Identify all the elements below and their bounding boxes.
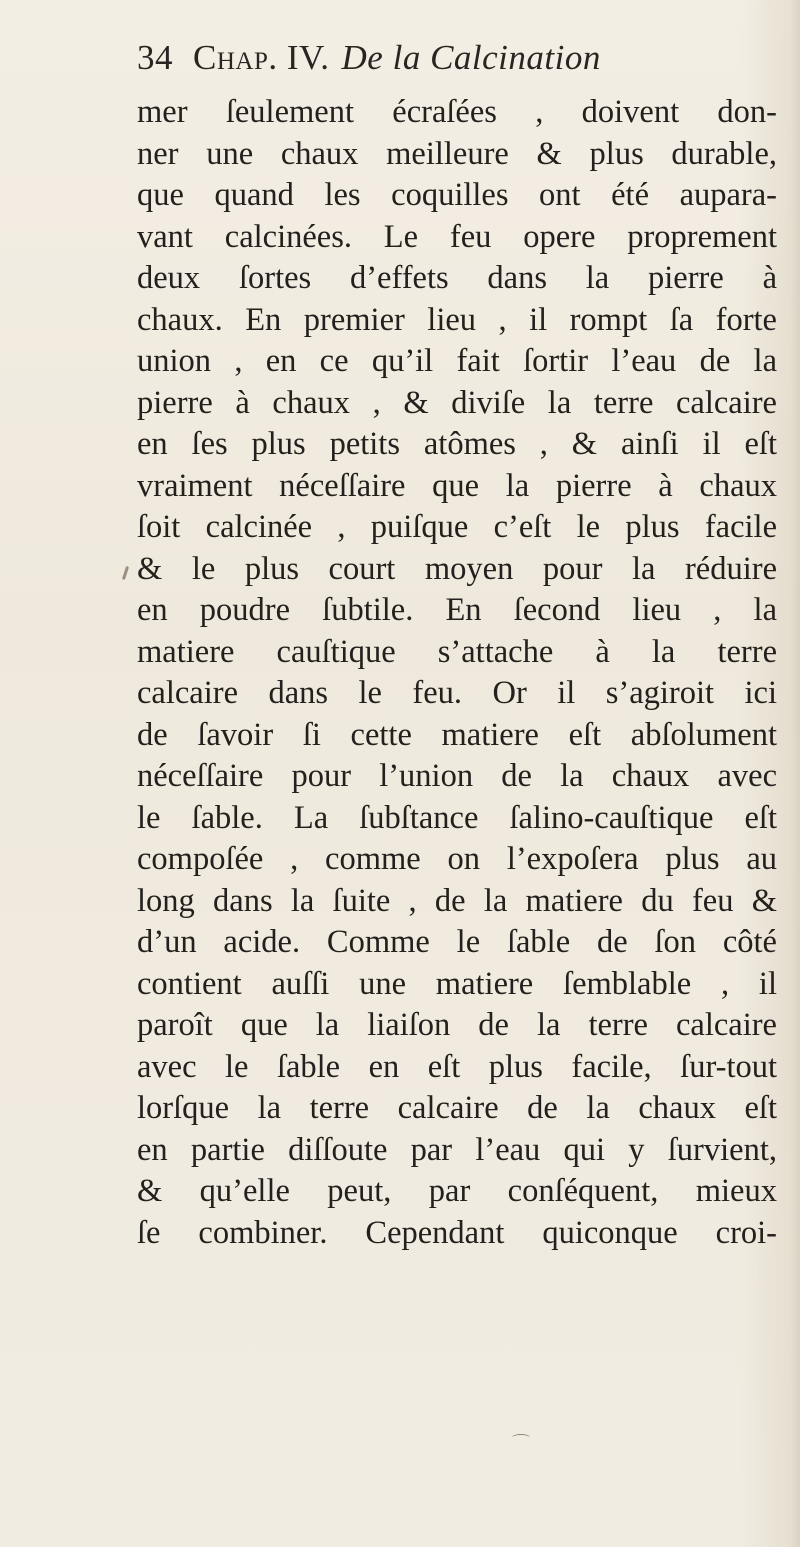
text-line: en ſes plus petits atômes , & ainſi il eſt bbox=[137, 426, 777, 462]
text-line: long dans la ſuite , de la matiere du feu & bbox=[137, 882, 777, 919]
text-line: ſe combiner. Cependant quiconque croi- bbox=[137, 1214, 777, 1251]
chapter-label: Chap. IV. bbox=[193, 38, 330, 77]
text-line: vant calcinées. Le feu opere proprement bbox=[137, 218, 777, 255]
margin-mark bbox=[122, 566, 129, 580]
body-text bbox=[137, 92, 777, 1254]
text-line: le ſable. La ſubſtance ſalino-cauſtique eſt bbox=[137, 799, 777, 836]
text-line: union , en ce qu’il fait ſortir l’eau de la bbox=[137, 343, 777, 379]
text-line: pierre à chaux , & diviſe la terre calcaire bbox=[137, 384, 777, 421]
text-line: chaux. En premier lieu , il rompt ſa forte bbox=[137, 301, 777, 338]
text-line: vraiment néceſſaire que la pierre à chaux bbox=[137, 467, 777, 504]
text-line: compoſée , comme on l’expoſera plus au bbox=[137, 841, 777, 877]
text-line: deux ſortes d’effets dans la pierre à bbox=[137, 260, 777, 296]
text-line: en poudre ſubtile. En ſecond lieu , la bbox=[137, 592, 777, 628]
text-line: avec le ſable en eſt plus facile, ſur-tout bbox=[137, 1048, 777, 1085]
text-line: en partie diſſoute par l’eau qui y ſurvient, bbox=[137, 1131, 777, 1168]
text-line: lorſque la terre calcaire de la chaux eſt bbox=[137, 1090, 777, 1126]
ink-mark bbox=[512, 1434, 530, 1441]
text-line: paroît que la liaiſon de la terre calcaire bbox=[137, 1007, 777, 1043]
text-line: ner une chaux meilleure & plus durable, bbox=[137, 135, 777, 172]
text-line: & qu’elle peut, par conſéquent, mieux bbox=[137, 1173, 777, 1209]
text-line: d’un acide. Comme le ſable de ſon côté bbox=[137, 924, 777, 960]
text-line: matiere cauſtique s’attache à la terre bbox=[137, 633, 777, 670]
text-line: calcaire dans le feu. Or il s’agiroit ici bbox=[137, 675, 777, 711]
text-line: que quand les coquilles ont été aupara- bbox=[137, 177, 777, 213]
section-title: De la Calcination bbox=[341, 38, 601, 77]
text-line: ſoit calcinée , puiſque c’eſt le plus facile bbox=[137, 509, 777, 545]
text-line: néceſſaire pour l’union de la chaux avec bbox=[137, 758, 777, 794]
running-header bbox=[137, 38, 601, 90]
text-line: mer ſeulement écraſées , doivent don- bbox=[137, 94, 777, 130]
page-number: 34 bbox=[137, 38, 173, 77]
text-line: contient auſſi une matiere ſemblable , il bbox=[137, 965, 777, 1002]
text-line: & le plus court moyen pour la réduire bbox=[137, 550, 777, 587]
text-line: de ſavoir ſi cette matiere eſt abſolument bbox=[137, 716, 777, 753]
